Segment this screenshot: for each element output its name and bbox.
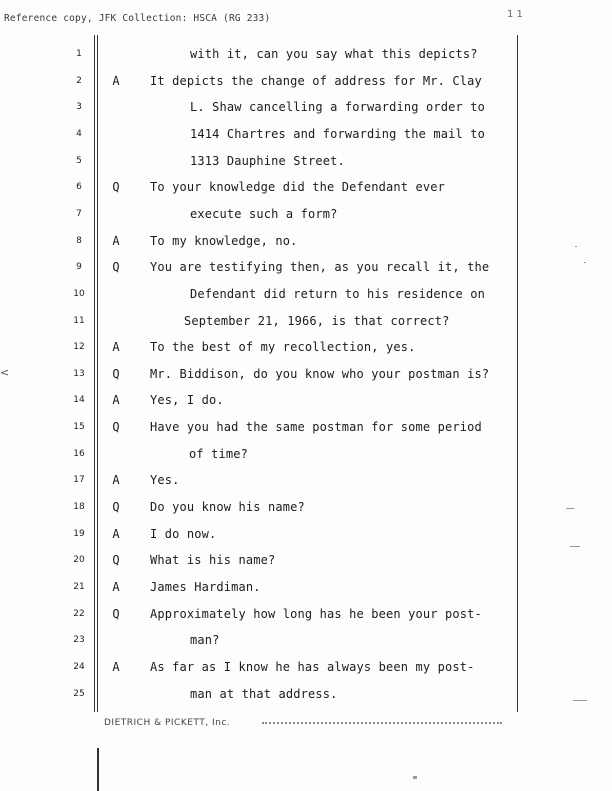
line-number: 7 — [76, 208, 82, 219]
testimony-text: 1414 Chartres and forwarding the mail to — [190, 126, 485, 141]
speaker-label: Q — [112, 366, 120, 381]
line-number: 24 — [73, 661, 85, 672]
testimony-text: of time? — [189, 446, 248, 461]
left-margin-rule — [94, 35, 95, 712]
speaker-label: Q — [112, 606, 120, 621]
speaker-label: Q — [112, 420, 120, 435]
line-number: 9 — [76, 262, 82, 273]
line-number: 8 — [76, 235, 82, 246]
line-number: 11 — [73, 315, 85, 326]
line-number: 3 — [76, 102, 82, 113]
scan-speck — [413, 776, 417, 779]
speaker-label: Q — [112, 180, 120, 195]
scan-speck — [584, 262, 586, 263]
scan-speck — [575, 246, 577, 247]
scan-speck — [566, 508, 574, 509]
speaker-label: A — [112, 473, 120, 488]
line-number: 13 — [73, 368, 85, 379]
line-number: 4 — [76, 128, 82, 139]
testimony-text: Yes, I do. — [150, 393, 224, 408]
edge-bracket-mark: < — [0, 366, 10, 379]
speaker-label: A — [112, 659, 120, 674]
left-margin-rule-inner — [97, 35, 98, 712]
speaker-label: Q — [112, 500, 120, 515]
testimony-text: To your knowledge did the Defendant ever — [150, 180, 445, 195]
line-number: 19 — [73, 528, 85, 539]
court-reporter-footer: DIETRICH & PICKETT, Inc. — [104, 718, 231, 728]
footer-faded-text — [262, 722, 502, 726]
right-margin-rule — [517, 35, 518, 712]
line-number: 1 — [76, 49, 82, 59]
testimony-text: L. Shaw cancelling a forwarding order to — [190, 100, 485, 115]
line-number: 18 — [73, 502, 85, 513]
speaker-label: A — [112, 393, 120, 408]
scan-speck — [573, 700, 587, 701]
testimony-text: Mr. Biddison, do you know who your postman is? — [150, 366, 490, 381]
testimony-text: execute such a form? — [190, 206, 338, 221]
corner-mark: 1 1 — [507, 9, 523, 20]
testimony-text: To my knowledge, no. — [150, 233, 298, 248]
speaker-label: A — [112, 340, 120, 355]
testimony-text: man at that address. — [190, 686, 338, 701]
speaker-label: A — [112, 73, 120, 88]
line-number: 22 — [73, 608, 85, 619]
testimony-text: Defendant did return to his residence on — [190, 286, 485, 301]
line-number: 15 — [73, 422, 85, 433]
line-number: 5 — [76, 155, 82, 166]
line-number: 21 — [73, 582, 85, 592]
testimony-text: Do you know his name? — [150, 500, 305, 515]
line-number: 20 — [73, 555, 85, 566]
testimony-text: You are testifying then, as you recall it, the — [150, 260, 490, 275]
testimony-text: with it, can you say what this depicts? — [190, 47, 478, 61]
scan-speck — [570, 546, 580, 547]
line-number: 10 — [73, 288, 85, 299]
speaker-label: Q — [112, 553, 120, 568]
speaker-label: Q — [112, 260, 120, 275]
testimony-text: September 21, 1966, is that correct? — [184, 313, 450, 328]
testimony-text: 1313 Dauphine Street. — [190, 153, 345, 168]
line-number: 2 — [76, 75, 82, 86]
line-number: 14 — [73, 395, 85, 406]
line-number: 16 — [73, 448, 85, 459]
testimony-text: Yes. — [150, 473, 180, 488]
speaker-label: A — [112, 233, 120, 248]
testimony-text: I do now. — [150, 526, 217, 541]
testimony-text: James Hardiman. — [150, 580, 261, 594]
testimony-text: As far as I know he has always been my post- — [150, 659, 475, 674]
testimony-text: man? — [190, 633, 220, 648]
line-number: 17 — [73, 475, 85, 486]
testimony-text: What is his name? — [150, 553, 276, 568]
line-number: 23 — [73, 635, 85, 646]
speaker-label: A — [112, 526, 120, 541]
line-number: 6 — [76, 182, 82, 193]
line-number: 12 — [73, 342, 85, 353]
speaker-label: A — [112, 580, 120, 594]
testimony-text: Have you had the same postman for some period — [150, 420, 482, 435]
line-number: 25 — [73, 688, 85, 699]
testimony-text: It depicts the change of address for Mr. Clay — [150, 73, 482, 88]
testimony-text: Approximately how long has he been your post- — [150, 606, 482, 621]
archive-stamp: Reference copy, JFK Collection: HSCA (RG 233) — [4, 13, 271, 24]
testimony-text: To the best of my recollection, yes. — [150, 340, 416, 355]
bottom-margin-stroke — [97, 748, 99, 791]
